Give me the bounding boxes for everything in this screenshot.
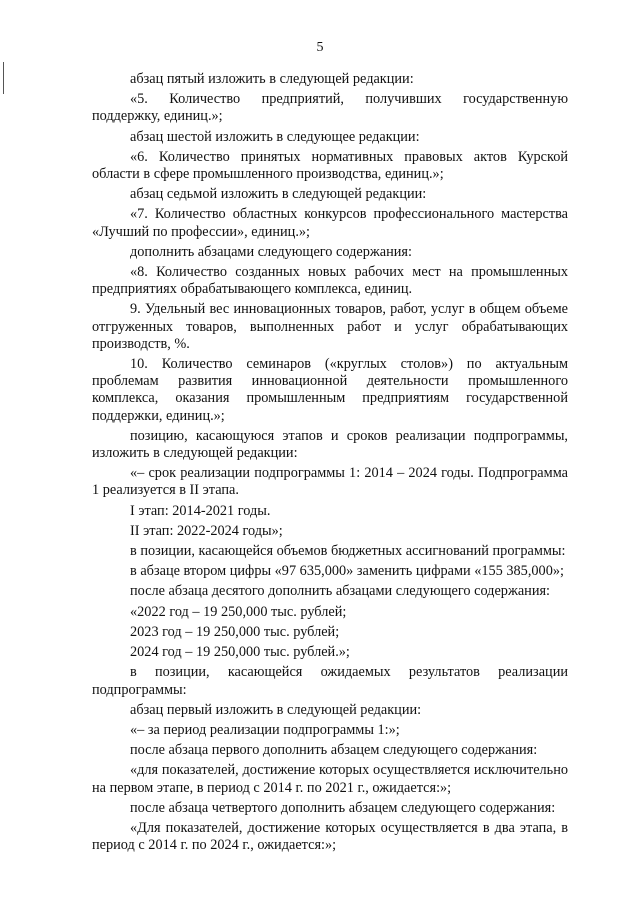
page-number: 5	[316, 40, 324, 55]
paragraph-7: дополнить абзацами следующего содержания:	[130, 243, 412, 260]
paragraph-24: после абзаца первого дополнить абзацем следующего содержания:	[130, 742, 538, 759]
paragraph-23: «– за период реализации подпрограммы 1:»;	[130, 721, 400, 738]
scan-edge-mark	[3, 62, 4, 94]
paragraph-21: в позиции, касающейся ожидаемых результатов реализации подпрограммы:	[92, 664, 568, 698]
paragraph-25: «для показателей, достижение которых осуществляется исключительно на первом этапе, в период с 2014 г. по 2021 г., ожидается:»;	[92, 762, 568, 796]
paragraph-10: 10. Количество семинаров («круглых столов») по актуальным проблемам развития инновационной деятельности промышленного комплекса, оказания промышленным предприятиям государственной поддержки, единиц.»;	[92, 356, 568, 424]
paragraph-26: после абзаца четвертого дополнить абзацем следующего содержания:	[130, 799, 556, 816]
paragraph-12: «– срок реализации подпрограммы 1: 2014 – 2024 годы. Подпрограмма 1 реализуется в II этапа.	[92, 465, 568, 499]
paragraph-18: «2022 год – 19 250,000 тыс. рублей;	[130, 603, 347, 620]
paragraph-8: «8. Количество созданных новых рабочих мест на промышленных предприятиях обрабатывающего комплекса, единиц.	[92, 264, 568, 298]
paragraph-2: «5. Количество предприятий, получивших государственную поддержку, единиц.»;	[92, 91, 568, 125]
paragraph-16: в абзаце втором цифры «97 635,000» заменить цифрами «155 385,000»;	[130, 563, 564, 580]
paragraph-5: абзац седьмой изложить в следующей редакции:	[130, 186, 427, 203]
paragraph-1: абзац пятый изложить в следующей редакции:	[130, 71, 414, 87]
paragraph-6: «7. Количество областных конкурсов профессионального мастерства «Лучший по профессии», единиц.»;	[92, 206, 568, 240]
paragraph-3: абзац шестой изложить в следующее редакции:	[130, 128, 420, 145]
paragraph-13: I этап: 2014-2021 годы.	[130, 502, 271, 519]
paragraph-4: «6. Количество принятых нормативных правовых актов Курской области в сфере промышленного производства, единиц.»;	[92, 148, 568, 183]
paragraph-14: II этап: 2022-2024 годы»;	[130, 522, 283, 539]
paragraph-11: позицию, касающуюся этапов и сроков реализации подпрограммы, изложить в следующей редакции:	[92, 427, 568, 462]
paragraph-27: «Для показателей, достижение которых осуществляется в два этапа, в период с 2014 г. по 2024 г., ожидается:»;	[92, 819, 568, 854]
paragraph-9: 9. Удельный вес инновационных товаров, работ, услуг в общем объеме отгруженных товаров, выполненных работ и услуг обрабатывающих производств, %.	[92, 301, 568, 352]
paragraph-15: в позиции, касающейся объемов бюджетных ассигнований программы:	[130, 543, 566, 560]
paragraph-17: после абзаца десятого дополнить абзацами следующего содержания:	[130, 583, 551, 600]
paragraph-19: 2023 год – 19 250,000 тыс. рублей;	[130, 623, 340, 640]
document-body	[92, 71, 568, 854]
paragraph-22: абзац первый изложить в следующей редакции:	[130, 701, 422, 718]
paragraph-20: 2024 год – 19 250,000 тыс. рублей.»;	[130, 644, 350, 661]
